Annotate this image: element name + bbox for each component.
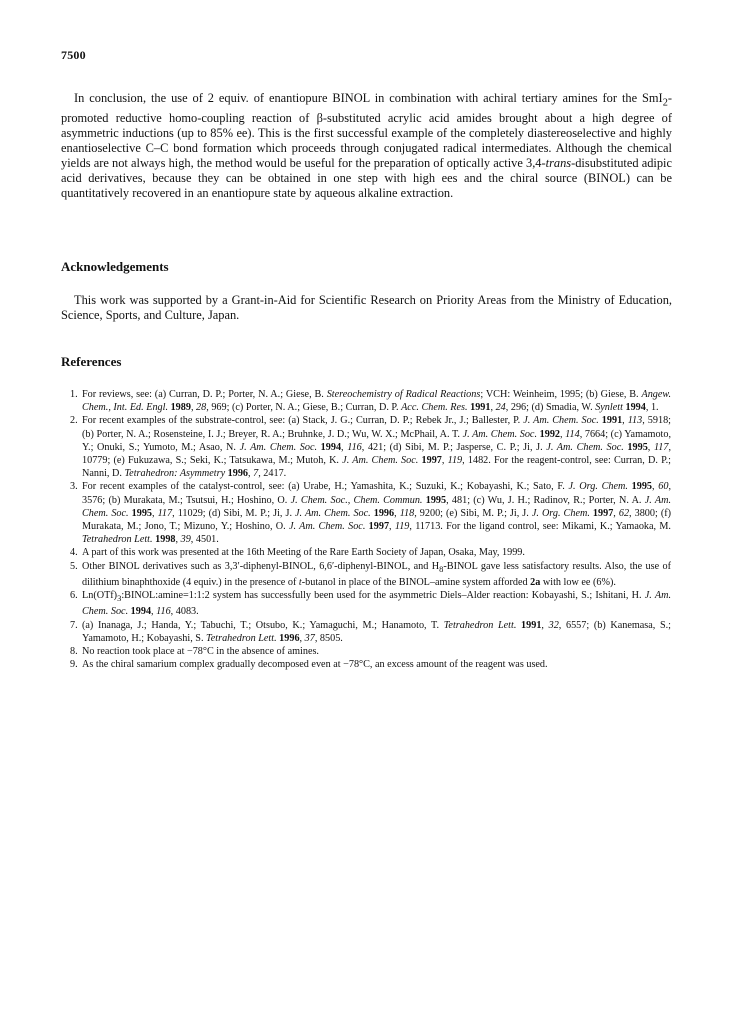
text-run: , 1482. For the reagent-control, see: Curran, D. P.; Nanni, D. <box>82 455 671 480</box>
text-run: , 3576; (b) Murakata, M.; Tsutsui, H.; Hoshino, O. <box>82 481 671 506</box>
text-run: , 10779; (e) Fukuzawa, S.; Seki, K.; Tatsukawa, M.; Mutoh, K. <box>82 441 672 467</box>
text-run: 1995 <box>627 441 648 453</box>
conclusion-paragraph <box>61 91 672 201</box>
text-run: 1991 <box>470 402 491 414</box>
text-run: 117 <box>157 507 173 519</box>
text-run: , 1. <box>645 402 659 414</box>
reference-number: 1. <box>70 389 78 400</box>
text-run: 119 <box>447 455 463 467</box>
text-run: , <box>389 521 395 533</box>
text-run: 1997 <box>368 521 390 533</box>
text-run: J. Am. Chem. Soc. <box>295 507 371 519</box>
reference-item <box>70 645 671 658</box>
text-run: In conclusion, the use of 2 equiv. of enantiopure BINOL in combination with achiral tertiary amines for the SmI <box>74 91 663 105</box>
text-run: -promoted reductive homo-coupling reaction of β-substituted acrylic acid amides brought about a high degree of asymmetric inductions (up to 85% ee). This is the first successful example of the completely diastereoselective and highly enantioselective C–C bond formation which proceeds through conjugated radical intermediates. Although the chemical yields are not always high, the method would be useful for the preparation of optically active 3,4- <box>61 91 672 170</box>
text-run: , <box>490 402 496 414</box>
reference-item <box>70 388 671 414</box>
acknowledgements-text: This work was supported by a Grant-in-Aid for Scientific Research on Priority Areas from the Ministry of Education, Science, Sports, and Culture, Japan. <box>61 293 672 323</box>
text-run: For reviews, see: (a) Curran, D. P.; Porter, N. A.; Giese, B. <box>82 389 327 400</box>
text-run: 37 <box>304 632 315 644</box>
reference-text <box>82 561 671 588</box>
text-run: 1996 <box>279 632 300 644</box>
text-run: :BINOL:amine=1:1:2 system has successfully been used for the asymmetric Diels–Alder reaction: Kobayashi, S.; Ishitani, H. <box>121 590 645 602</box>
text-run: t <box>298 576 302 588</box>
text-run: 8 <box>439 563 444 574</box>
text-run: 1997 <box>421 455 442 467</box>
text-run: J. Am. Chem. Soc. <box>82 494 672 519</box>
page-number: 7500 <box>61 48 86 62</box>
reference-number: 6. <box>70 590 78 602</box>
reference-item <box>70 414 671 480</box>
text-run: 2a <box>530 576 541 588</box>
text-run: J. Org. Chem. <box>568 481 628 493</box>
text-run: 28 <box>196 402 207 414</box>
text-run: 117 <box>653 441 669 453</box>
reference-number: 3. <box>70 481 78 493</box>
text-run: No reaction took place at −78°C in the absence of amines. <box>82 645 319 657</box>
text-run: , <box>175 534 181 546</box>
text-run: 1995 <box>631 481 652 493</box>
text-run: , 421; (d) Sibi, M. P.; Jasperse, C. P.; Ji, J. <box>361 441 547 453</box>
text-run: 1996 <box>373 507 395 519</box>
text-run: Tetrahedron Lett. <box>206 632 277 644</box>
text-run: , <box>652 481 659 493</box>
text-run: 119 <box>394 521 410 533</box>
text-run: 116 <box>156 606 171 618</box>
text-run: , <box>441 455 448 467</box>
text-run: , 481; (c) Wu, J. H.; Radinov, R.; Porter, N. A. <box>446 494 645 506</box>
text-run: 113 <box>627 415 643 427</box>
text-run: -BINOL gave less satisfactory results. Also, the use of dilithium binaphthoxide (4 equiv.) in the presence of <box>82 560 671 588</box>
text-run: 24 <box>495 402 506 414</box>
text-run: Tetrahedron Lett. <box>443 619 517 631</box>
reference-text <box>82 415 671 479</box>
reference-item <box>70 589 671 618</box>
text-run: 118 <box>399 507 415 519</box>
reference-text <box>82 590 671 617</box>
text-run: 60 <box>658 481 669 493</box>
text-run: 7 <box>253 468 259 480</box>
text-run: , <box>394 507 400 519</box>
text-run: J. Am. Chem. Soc. <box>546 441 624 453</box>
text-run: ; VCH: Weinheim, 1995; (b) Giese, B. <box>480 389 642 400</box>
text-run: , 11713. For the ligand control, see: Mikami, K.; Yamaoka, M. <box>409 521 671 533</box>
text-run: A part of this work was presented at the 16th Meeting of the Rare Earth Society of Japan, Osaka, May, 1999. <box>82 547 525 559</box>
text-run: , <box>622 415 628 427</box>
text-run: J. Am. Chem. Soc. <box>288 521 366 533</box>
reference-text <box>82 389 671 413</box>
reference-number: 9. <box>70 659 78 671</box>
text-run: Other BINOL derivatives such as 3,3′-diphenyl-BINOL, 6,6′-diphenyl-BINOL, and H <box>82 560 440 572</box>
reference-number: 5. <box>70 560 78 572</box>
text-run: , <box>541 619 549 631</box>
text-run: with low ee (6%). <box>540 576 616 588</box>
text-run: 1991 <box>521 619 542 631</box>
text-run: 1996 <box>227 468 249 480</box>
text-run: , <box>190 402 197 414</box>
text-run: -butanol in place of the BINOL–amine system afforded <box>301 576 531 588</box>
text-run: , 4083. <box>170 606 199 618</box>
text-run: J. Am. Chem. Soc. <box>239 441 318 453</box>
text-run: , 969; (c) Porter, N. A.; Giese, B.; Curran, D. P. <box>206 402 402 414</box>
reference-text <box>82 620 671 644</box>
reference-number: 7. <box>70 619 78 631</box>
text-run: 1994 <box>320 441 342 453</box>
text-run: 116 <box>347 441 362 453</box>
text-run: 1997 <box>592 507 614 519</box>
text-run: , <box>341 441 348 453</box>
text-run: , 5918; (b) Porter, N. A.; Rosensteine, I. J.; Breyer, R. A.; Bruhnke, J. D.; Wu, W. X.; McPhail, A. T. <box>82 415 671 440</box>
text-run: 1994 <box>625 402 646 414</box>
text-run: 3 <box>117 593 122 604</box>
text-run: , 7664; (c) Yamamoto, Y.; Onuki, S.; Yumoto, M.; Asao, N. <box>82 428 672 453</box>
text-run: For recent examples of the substrate-control, see: (a) Stack, J. G.; Curran, D. P.; Rebek Jr., J.; Ballester, P. <box>82 415 524 427</box>
text-run: For recent examples of the catalyst-control, see: (a) Urabe, H.; Yamashita, K.; Suzuki, K.; Kobayashi, K.; Sato, F. <box>82 481 569 493</box>
reference-text <box>82 646 319 657</box>
text-run: J. Chem. Soc., Chem. Commun. <box>290 494 423 506</box>
text-run: , 3800; (f) Murakata, M.; Jono, T.; Mizuno, Y.; Hoshino, O. <box>82 507 672 533</box>
text-run: , 6557; (b) Kanemasa, S.; Yamamoto, H.; Kobayashi, S. <box>82 619 672 644</box>
reference-number: 4. <box>70 547 78 559</box>
text-run: , <box>248 468 254 480</box>
text-run: , <box>613 507 619 519</box>
text-run: 62 <box>618 507 630 519</box>
references-heading: References <box>61 354 122 369</box>
text-run: Tetrahedron: Asymmetry <box>124 468 226 480</box>
text-run: Angew. Chem., Int. Ed. Engl. <box>82 389 671 414</box>
text-run: -disubstituted adipic acid derivatives, because they can be obtained in one step with high ees and the chiral source (BINOL) can be quantitatively recovered in an enantiopure state by aqueous alkaline extraction. <box>61 155 672 201</box>
text-run: , <box>152 507 158 519</box>
reference-item <box>70 480 671 546</box>
text-run: J. Am. Chem. Soc. <box>462 428 537 440</box>
text-run: Acc. Chem. Res. <box>401 402 468 414</box>
reference-number: 2. <box>70 415 78 427</box>
reference-item <box>70 658 671 671</box>
text-run: , 4501. <box>190 534 219 546</box>
text-run: 1994 <box>130 606 152 618</box>
text-run: , <box>299 632 305 644</box>
text-run: J. Am. Chem. Soc. <box>523 415 599 427</box>
text-run: 114 <box>565 428 580 440</box>
text-run: , 296; (d) Smadia, W. <box>505 402 596 414</box>
text-run: , 11029; (d) Sibi, M. P.; Ji, J. <box>172 507 296 519</box>
text-run: 32 <box>548 619 559 631</box>
text-run: 1995 <box>131 507 153 519</box>
reference-item <box>70 546 671 559</box>
text-run: , <box>560 428 566 440</box>
reference-number: 8. <box>70 645 78 657</box>
text-run: 1992 <box>539 428 560 440</box>
text-run: , <box>151 606 157 618</box>
text-run: , <box>647 441 654 453</box>
reference-item <box>70 560 671 589</box>
reference-item <box>70 619 671 645</box>
text-run: , 2417. <box>258 468 287 480</box>
text-run: 1998 <box>155 534 176 546</box>
reference-text <box>82 547 525 558</box>
acknowledgements-heading: Acknowledgements <box>61 259 169 274</box>
text-run: Synlett <box>595 402 623 414</box>
text-run: 1991 <box>601 415 623 427</box>
text-run: Ln(OTf) <box>82 590 118 602</box>
text-run: J. Am. Chem. Soc. <box>82 590 671 618</box>
text-run: , 8505. <box>314 632 343 644</box>
text-run: 1995 <box>425 494 447 506</box>
text-run: Tetrahedron Lett. <box>82 534 153 546</box>
reference-text <box>82 659 548 670</box>
text-run: , 9200; (e) Sibi, M. P.; Ji, J. <box>414 507 532 519</box>
text-run: trans <box>545 155 572 170</box>
references-list <box>70 388 671 671</box>
text-run: As the chiral samarium complex gradually decomposed even at −78°C, an excess amount of the reagent was used. <box>82 659 548 671</box>
text-run: J. Am. Chem. Soc. <box>342 455 419 467</box>
text-run: 1989 <box>170 402 191 414</box>
text-run: Stereochemistry of Radical Reactions <box>326 389 481 400</box>
text-run: J. Org. Chem. <box>531 507 590 519</box>
text-run: 39 <box>180 534 191 546</box>
text-run: (a) Inanaga, J.; Handa, Y.; Tabuchi, T.; Otsubo, K.; Yamaguchi, M.; Hanamoto, T. <box>82 619 444 631</box>
text-run: 2 <box>662 97 668 109</box>
reference-text <box>82 481 671 545</box>
